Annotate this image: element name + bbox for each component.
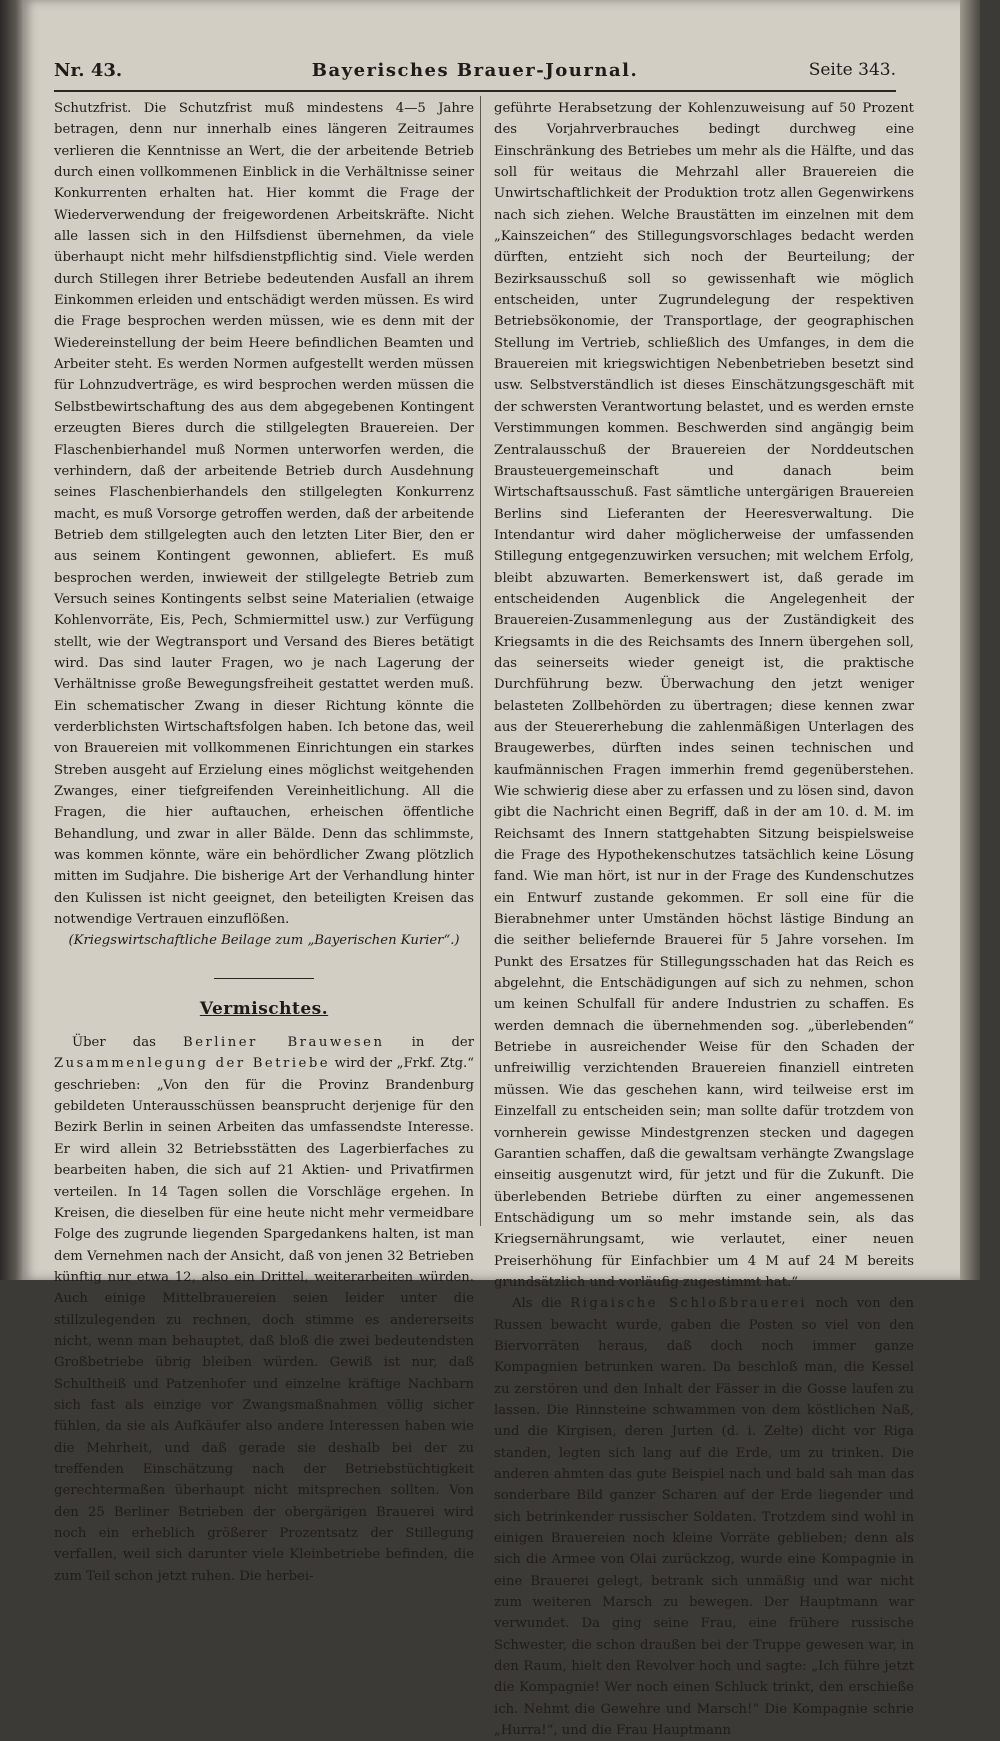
berlin-brewing-paragraph [54, 1032, 474, 1587]
para-lead: in der [384, 1035, 474, 1051]
left-column [54, 98, 474, 1587]
page-edge-shadow [960, 0, 980, 1280]
spaced-term: Zusammenlegung der Betriebe [54, 1056, 331, 1072]
section-divider [214, 978, 314, 979]
issue-number: Nr. 43. [54, 60, 123, 81]
section-title: Vermischtes. [199, 998, 329, 1019]
para-lead: Als die [512, 1296, 571, 1312]
journal-title: Bayerisches Brauer-Journal. [311, 60, 639, 81]
para-lead: Über das [72, 1035, 183, 1051]
column-divider [480, 96, 481, 1226]
page-header [54, 60, 896, 92]
newspaper-page [22, 0, 980, 1739]
right-column [494, 98, 914, 1741]
para-body: noch von den Russen bewacht wurde, gaben die Posten so viel von den Biervorräten heraus, daß doch noch immer ganze Kompagnien betrunken waren. Da beschloß man, die Kessel zu zerstören und den Inhalt der Fässer in die Gosse laufen zu lassen. Die Rinnsteine schwammen von dem köstlichen Naß, und die Kirgisen, deren Jurten (d. i. Zelte) dicht vor Riga standen, legten sich lang auf die Erde, um zu trinken. Die anderen ahmten das gute Beispiel nach und bald sah man das sonderbare Bild ganzer Scharen auf der Erde liegender und sich betrinkender russischer Soldaten. Trotzdem sind wohl in einigen Brauereien noch kleine Vorräte geblieben; denn als sich die Armee von Olai zurückzog, wurde eine Kompagnie in eine Brauerei gelegt, betrank sich unmäßig und war nicht zum weiteren Marsch zu bewegen. Der Hauptmann war verwundet. Da ging seine Frau, eine frühere russische Schwester, die schon draußen bei der Truppe gewesen war, in den Raum, hielt den Revolver hoch und sagte: „Ich führe jetzt die Kompagnie! Wer noch einen Schluck trinkt, den erschieße ich. Nehmt die Gewehre und Marsch!“ Die Kompagnie schrie „Hurra!“, und die Frau Hauptmann [494, 1296, 914, 1739]
article-continuation-paragraph: Schutzfrist. Die Schutzfrist muß mindestens 4—5 Jahre betragen, denn nur innerhalb eines längeren Zeitraumes verlieren die Kenntnisse an Wert, die der arbeitende Betrieb durch einen vollkommenen Einblick in die Verhältnisse seiner Konkurrenten erhalten hat. Hier kommt die Frage der Wiederverwendung der freigewordenen Arbeitskräfte. Nicht alle lassen sich in den Hilfsdienst übernehmen, da viele überhaupt nicht mehr hilfsdienstpflichtig sind. Viele werden durch Stillegen ihrer Betriebe bedeutenden Ausfall an ihrem Einkommen erleiden und entschädigt werden müssen. Es wird die Frage besprochen werden müssen, wie es denn mit der Wiedereinstellung der beim Heere befindlichen Beamten und Arbeiter steht. Es werden Normen aufgestellt werden müssen für Lohnzudverträge, es wird besprochen werden müssen die Selbstbewirtschaftung des aus dem abgegebenen Kontingent erzeugten Bieres durch die stillgelegten Brauereien. Der Flaschenbierhandel muß Normen unterworfen werden, die verhindern, daß der arbeitende Betrieb durch Ausdehnung seines Flaschenbierhandels den stillgelegten Konkurrenz macht, es muß Vorsorge getroffen werden, daß der arbeitende Betrieb dem stillgelegten auch den letzten Liter Bier, den er aus seinem Kontingent gewonnen, abliefert. Es muß besprochen werden, inwieweit der stillgelegte Betrieb zum Versuch seines Kontingents selbst seine Materialien (etwaige Kohlenvorräte, Eis, Pech, Schmiermittel usw.) zur Verfügung stellt, wie der Wegtransport und Versand des Bieres betätigt wird. Das sind lauter Fragen, wo je nach Lagerung der Verhältnisse große Bewegungsfreiheit gestattet werden muß. Ein schematischer Zwang in dieser Richtung könnte die verderblichsten Wirtschaftsfolgen haben. Ich betone das, weil von Brauereien mit vollkommenen Einrichtungen ein starkes Streben ausgeht auf Erzielung eines möglichst weitgehenden Zwanges, einer tiefgreifenden Vereinheitlichung. All die Fragen, die hier auftauchen, erheischen öffentliche Behandlung, und zwar in aller Bälde. Denn das schlimmste, was kommen könnte, wäre ein behördlicher Zwang plötzlich mitten im Sudjahre. Die bisherige Art der Verhandlung hinter den Kulissen ist nicht geeignet, den beteiligten Kreisen das notwendige Vertrauen einzuflößen. [54, 101, 474, 928]
article-source: (Kriegswirtschaftliche Beilage zum „Bayerischen Kurier“.) [68, 933, 460, 949]
para-body: wird der „Frkf. Ztg.“ geschrieben: „Von den für die Provinz Brandenburg gebildeten Unterausschüssen beansprucht derjenige für den Bezirk Berlin in seinen Arbeiten das umfassendste Interesse. Er wird allein 32 Betriebsstätten des Lagerbierfaches zu bearbeiten haben, die sich auf 21 Aktien- und Privatfirmen verteilen. In 14 Tagen sollen die Vorschläge ergehen. In Kreisen, die dieselben für eine heute nicht mehr vermeidbare Folge des zugrunde liegenden Spargedankens halten, ist man dem Vernehmen nach der Ansicht, daß von jenen 32 Betrieben künftig nur etwa 12, also ein Drittel, weiterarbeiten würden. Auch einige Mittelbrauereien seien leider unter die stillzulegenden zu rechnen, doch stimme es andererseits nicht, wenn man behauptet, daß bloß die zwei bedeutendsten Großbetriebe übrig bleiben würden. Gewiß ist nur, daß Schultheiß und Patzenhofer und einzelne kräftige Nachbarn sich fast als einzige vor Zwangsmaßnahmen völlig sicher fühlen, da sie als Aufkäufer also andere Interessen haben wie die Mehrheit, und daß gerade sie deshalb bei der zu treffenden Einschätzung nach der Betriebstüchtigkeit gerechtermaßen überhaupt nicht mitsprechen sollten. Von den 25 Berliner Betrieben der obergärigen Brauerei wird noch ein erheblich größerer Prozentsatz der Stillegung verfallen, weil sich darunter viele Kleinbetriebe befinden, die zum Teil schon jetzt ruhen. Die herbei- [54, 1056, 474, 1584]
book-spine [0, 0, 22, 1280]
riga-brewery-paragraph [494, 1293, 914, 1741]
berlin-brewing-continuation: geführte Herabsetzung der Kohlenzuweisung auf 50 Prozent des Vorjahrverbrauches bedingt durchweg eine Einschränkung des Betriebes um mehr als die Hälfte, und das soll für weitaus die Mehrzahl aller Brauereien die Unwirtschaftlichkeit der Produktion trotz allen Gegenwirkens nach sich ziehen. Welche Braustätten im einzelnen mit dem „Kainszeichen“ des Stillegungsvorschlages bedacht werden dürften, entzieht sich noch der Beurteilung; der Bezirksausschuß soll so gewissenhaft wie möglich entscheiden, unter Zugrundelegung der respektiven Betriebsökonomie, der Transportlage, der geographischen Stellung im Vertrieb, schließlich des Umfanges, in dem die Brauereien mit kriegswichtigen Nebenbetrieben besetzt sind usw. Selbstverständlich ist dieses Einschätzungsgeschäft mit der schwersten Verantwortung belastet, und es werden ernste Verstimmungen kommen. Beschwerden sind angängig beim Zentralausschuß der Brauereien der Norddeutschen Brausteuergemeinschaft und danach beim Wirtschaftsausschuß. Fast sämtliche untergärigen Brauereien Berlins sind Lieferanten der Heeresverwaltung. Die Intendantur wird daher möglicherweise der umfassenden Stillegung entgegenzuwirken versuchen; mit welchem Erfolg, bleibt abzuwarten. Bemerkenswert ist, daß gerade im entscheidenden Augenblick die Angelegenheit der Brauereien-Zusammenlegung aus der Zuständigkeit des Kriegsamts in die des Reichsamts des Innern übergehen soll, das seinerseits wieder geneigt ist, die praktische Durchführung bezw. Überwachung den jetzt weniger belasteten Zollbehörden zu übertragen; diese kennen zwar aus der Steuererhebung die zahlenmäßigen Unterlagen des Braugewerbes, dürften indes seinen technischen und kaufmännischen Fragen immerhin fremd gegenüberstehen. Wie schwierig diese aber zu erfassen und zu lösen sind, davon gibt die Nachricht einen Begriff, daß in der am 10. d. M. im Reichsamt des Innern stattgehabten Sitzung beispielsweise die Frage des Hypothekenschutzes tatsächlich keine Lösung fand. Wie man hört, ist nur in der Frage des Kundenschutzes ein Entwurf zustande gekommen. Er soll eine für die Bierabnehmer unter Umständen höchst lästige Bindung an die seither beliefernde Brauerei für 5 Jahre vorsehen. Im Punkt des Ersatzes für Stillegungsschaden hat das Reich es abgelehnt, die Entschädigungen auf sich zu nehmen, schon um keinen Schulfall für andere Industrien zu schaffen. Es werden demnach die übernehmenden sog. „überlebenden“ Betriebe in ausreichender Weise für den Schaden der unfreiwillig verzichtenden Brauereien finanziell eintreten müssen. Wie das geschehen kann, wird teilweise erst im Einzelfall zu entscheiden sein; man sollte dafür trotzdem von vornherein gewisse Mindestgrenzen stecken und dagegen Garantien schaffen, daß die gewaltsam verhängte Zwangslage einseitig ausgenutzt wird, für jetzt und für die Zukunft. Die überlebenden Betriebe dürften zu einer angemessenen Entschädigung um so mehr imstande sein, als das Kriegsernährungsamt, wie verlautet, einer neuen Preiserhöhung für Einfachbier um 4 M auf 24 M bereits grundsätzlich und vorläufig zugestimmt hat.“ [494, 101, 914, 1290]
spaced-term: Rigaische Schloßbrauerei [570, 1296, 808, 1312]
page-number: Seite 343. [808, 60, 896, 80]
spaced-term: Berliner Brauwesen [183, 1035, 385, 1051]
